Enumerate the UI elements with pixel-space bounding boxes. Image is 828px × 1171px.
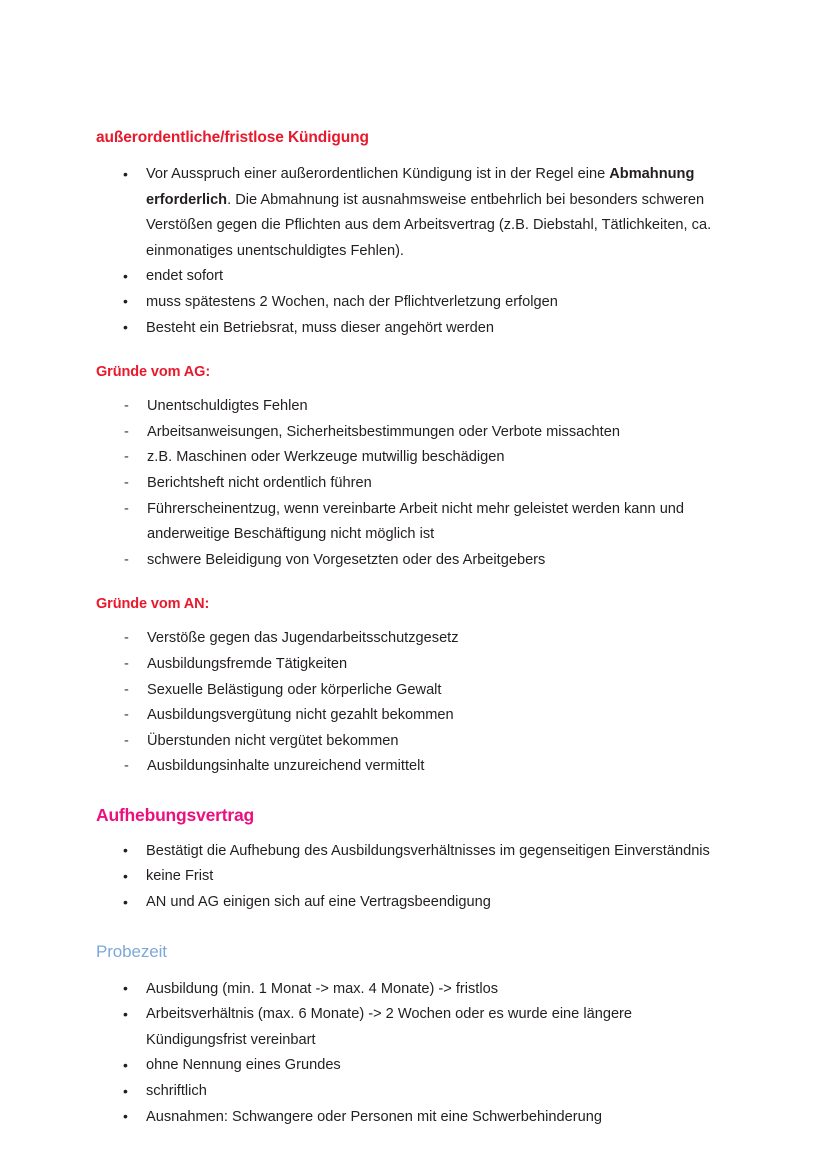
list-item-text-part: Vor Ausspruch einer außerordentlichen Kündigung ist in der Regel eine [146, 166, 610, 182]
list-item: • endet sofort [96, 264, 728, 290]
list-item: - Verstöße gegen das Jugendarbeitsschutzgesetz [96, 626, 728, 652]
list-item: • Besteht ein Betriebsrat, muss dieser angehört werden [96, 316, 728, 342]
section-heading-probezeit: Probezeit [96, 941, 167, 961]
list-item: • Ausnahmen: Schwangere oder Personen mit eine Schwerbehinderung [96, 1105, 728, 1131]
list-probezeit [96, 977, 728, 1131]
list-item: • Bestätigt die Aufhebung des Ausbildungsverhältnisses im gegenseitigen Einverständnis [96, 839, 728, 865]
list-item: - z.B. Maschinen oder Werkzeuge mutwillig beschädigen [96, 445, 728, 471]
list-item: • schriftlich [96, 1079, 728, 1105]
list-item: - Arbeitsanweisungen, Sicherheitsbestimmungen oder Verbote missachten [96, 420, 728, 446]
list-item: - Ausbildungsinhalte unzureichend vermittelt [96, 754, 728, 780]
list-item [96, 162, 728, 264]
list-gruende-vom-an [96, 626, 728, 780]
list-item: - Berichtsheft nicht ordentlich führen [96, 471, 728, 497]
section-heading-aufhebungsvertrag: Aufhebungsvertrag [96, 804, 255, 825]
list-item-text-part: . Die Abmahnung ist ausnahmsweise entbehrlich bei besonders schweren Verstößen gegen die Pflichten aus dem Arbeitsvertrag (z.B. Diebstahl, Tätlichkeiten, ca. einmonatiges unentschuldigtes Fehlen). [146, 191, 712, 259]
list-item: - Überstunden nicht vergütet bekommen [96, 729, 728, 755]
section-heading-gruende-vom-an: Gründe vom AN: [96, 596, 210, 613]
list-item: - Unentschuldigtes Fehlen [96, 394, 728, 420]
list-item: - Führerscheinentzug, wenn vereinbarte Arbeit nicht mehr geleistet werden kann und anderweitige Beschäftigung nicht möglich ist [96, 497, 728, 548]
section-heading-gruende-vom-ag: Gründe vom AG: [96, 364, 211, 381]
list-gruende-vom-ag [96, 394, 728, 573]
list-item: • muss spätestens 2 Wochen, nach der Pflichtverletzung erfolgen [96, 290, 728, 316]
list-item: - Sexuelle Belästigung oder körperliche Gewalt [96, 678, 728, 704]
list-item: • ohne Nennung eines Grundes [96, 1053, 728, 1079]
list-item-text-emphasis: Abmahnung erforderlich [146, 166, 695, 208]
section-heading-ausserordentliche-kuendigung: außerordentliche/fristlose Kündigung [96, 129, 369, 146]
list-aufhebungsvertrag [96, 839, 728, 916]
list-item: • AN und AG einigen sich auf eine Vertragsbeendigung [96, 890, 728, 916]
list-item: • keine Frist [96, 864, 728, 890]
list-item: • Arbeitsverhältnis (max. 6 Monate) -> 2 Wochen oder es wurde eine längere Kündigungsfrist vereinbart [96, 1002, 728, 1053]
list-ausserordentliche-kuendigung [96, 162, 728, 341]
list-item: • Ausbildung (min. 1 Monat -> max. 4 Monate) -> fristlos [96, 977, 728, 1003]
list-item: - Ausbildungsvergütung nicht gezahlt bekommen [96, 703, 728, 729]
list-item: - schwere Beleidigung von Vorgesetzten oder des Arbeitgebers [96, 548, 728, 574]
list-item: - Ausbildungsfremde Tätigkeiten [96, 652, 728, 678]
